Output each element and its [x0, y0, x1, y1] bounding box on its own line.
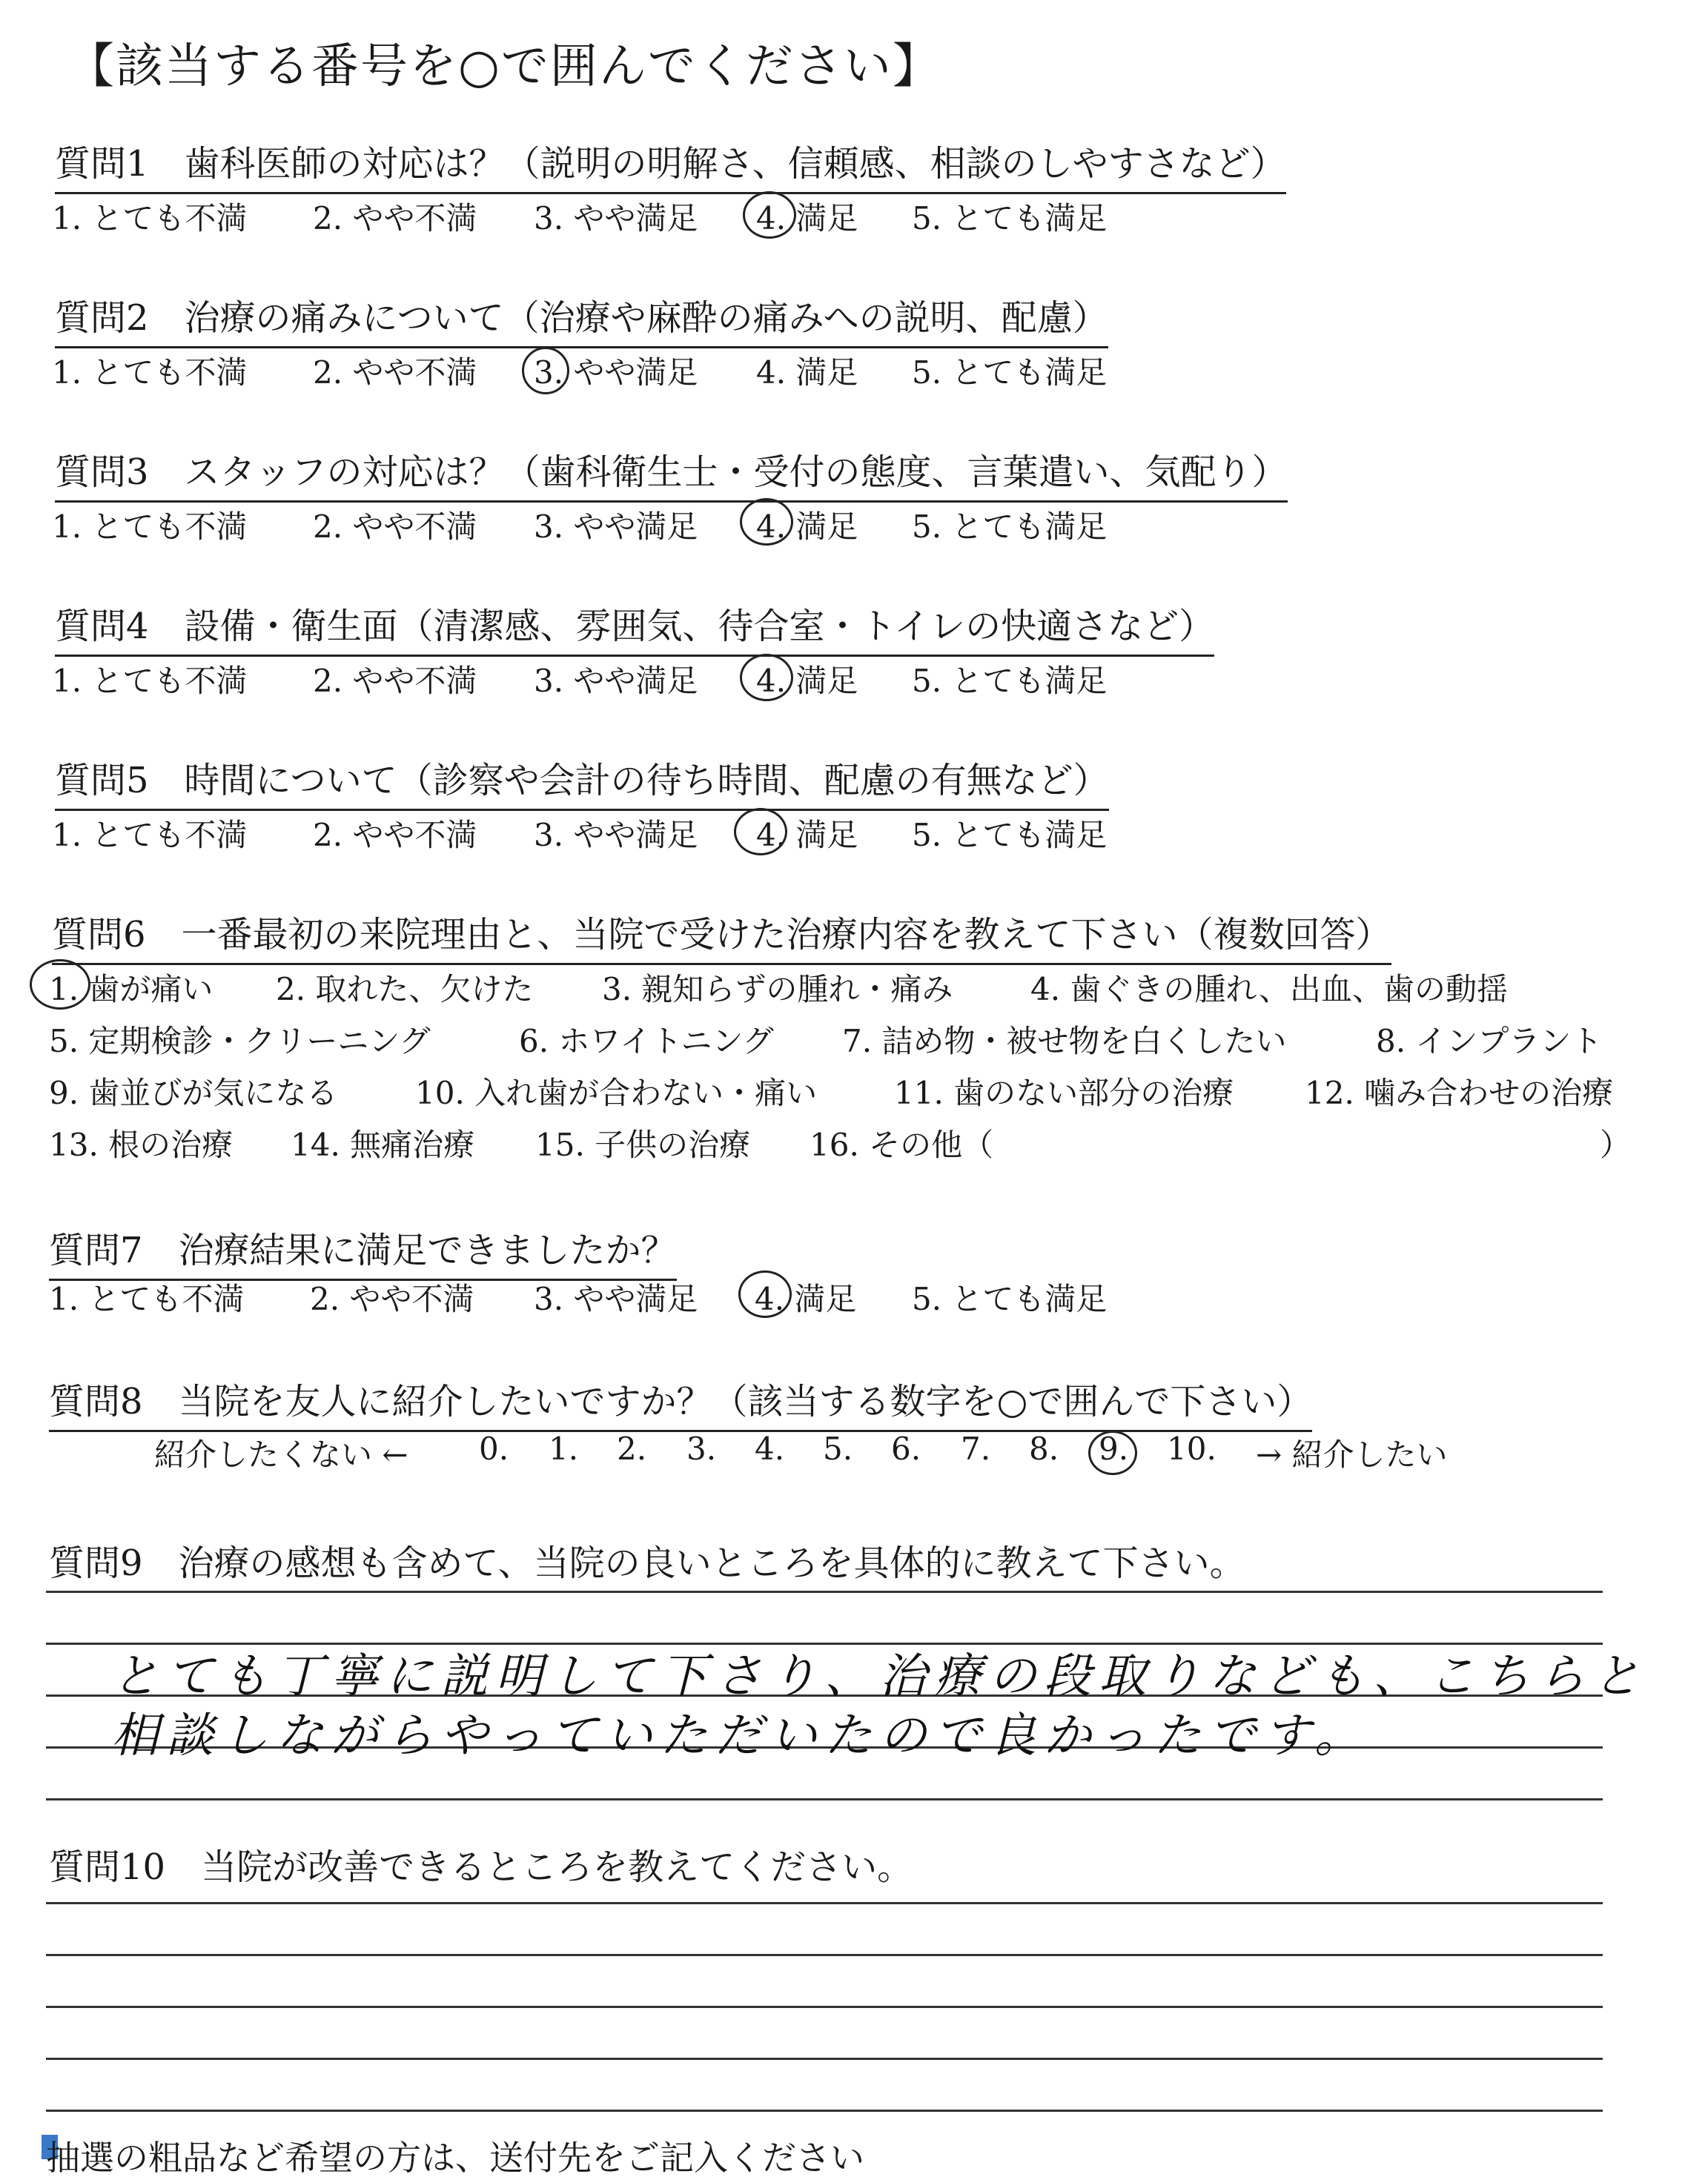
q1-option-3[interactable]: 3. やや満足 [534, 200, 698, 236]
q6-option-5[interactable]: 5. 定期検診・クリーニング [49, 1023, 431, 1059]
q8-option-0[interactable]: 0. [479, 1431, 509, 1467]
answer-line [46, 1798, 1603, 1800]
question-1-title: 質問1 歯科医師の対応は？（説明の明解さ、信頼感、相談のしやすさなど） [55, 135, 1286, 194]
question-6-title: 質問6 一番最初の来院理由と、当院で受けた治療内容を教えて下さい（複数回答） [52, 906, 1391, 965]
q1-option-4[interactable]: 4. 満足 [756, 200, 858, 236]
q5-option-3[interactable]: 3. やや満足 [534, 817, 698, 853]
q3-option-3[interactable]: 3. やや満足 [534, 508, 698, 545]
q8-option-1[interactable]: 1. [549, 1431, 579, 1467]
question-9-title: 質問9 治療の感想も含めて、当院の良いところを具体的に教えて下さい。 [49, 1543, 1245, 1584]
q6-option-16[interactable]: 16. その他（ [810, 1127, 994, 1163]
question-7-title: 質問7 治療結果に満足できましたか？ [49, 1222, 677, 1281]
q2-option-5[interactable]: 5. とても満足 [912, 354, 1108, 391]
q3-option-5[interactable]: 5. とても満足 [912, 508, 1108, 545]
q6-option-4[interactable]: 4. 歯ぐきの腫れ、出血、歯の動揺 [1030, 971, 1508, 1007]
q4-option-5[interactable]: 5. とても満足 [912, 663, 1108, 699]
q8-right-label: → 紹介したい [1256, 1437, 1448, 1473]
q5-option-2[interactable]: 2. やや不満 [313, 817, 477, 853]
q4-option-1[interactable]: 1. とても不満 [52, 663, 248, 699]
q1-selection-circle [743, 191, 796, 239]
q3-option-4[interactable]: 4. 満足 [756, 508, 858, 545]
answer-line [46, 1954, 1603, 1956]
q6-option-3[interactable]: 3. 親知らずの腫れ・痛み [602, 971, 953, 1007]
q8-left-label: 紹介したくない ← [154, 1437, 408, 1473]
q7-option-3[interactable]: 3. やや満足 [534, 1281, 698, 1317]
q7-option-5[interactable]: 5. とても満足 [912, 1281, 1108, 1317]
q4-option-2[interactable]: 2. やや不満 [313, 663, 477, 699]
question-10-title: 質問10 当院が改善できるところを教えてください。 [49, 1846, 913, 1888]
q9-handwritten-answer-line-2: 相談しながらやっていただいたので良かったです。 [111, 1709, 1369, 1763]
answer-line [46, 1902, 1603, 1904]
question-8-title: 質問8 当院を友人に紹介したいですか？（該当する数字を○で囲んで下さい） [49, 1373, 1312, 1432]
q3-selection-circle [740, 498, 793, 546]
q6-option-13[interactable]: 13. 根の治療 [49, 1127, 234, 1163]
q5-option-4[interactable]: 4. 満足 [756, 817, 858, 853]
q6-option-11[interactable]: 11. 歯のない部分の治療 [894, 1075, 1234, 1111]
q8-option-3[interactable]: 3. [686, 1431, 717, 1467]
q2-option-3[interactable]: 3. やや満足 [534, 354, 698, 391]
q7-option-1[interactable]: 1. とても不満 [49, 1281, 245, 1317]
q7-selection-circle [738, 1270, 792, 1318]
question-2-title: 質問2 治療の痛みについて（治療や麻酔の痛みへの説明、配慮） [55, 289, 1108, 348]
q5-option-5[interactable]: 5. とても満足 [912, 817, 1108, 853]
q8-option-10[interactable]: 10. [1167, 1431, 1217, 1467]
footer-cutoff-text: 抽選の粗品など希望の方は、送付先をご記入ください [46, 2138, 864, 2178]
q4-selection-circle [740, 654, 793, 701]
q6-option-1[interactable]: 1. 歯が痛い [49, 971, 214, 1007]
q6-option-10[interactable]: 10. 入れ歯が合わない・痛い [415, 1075, 818, 1111]
q8-option-4[interactable]: 4. [755, 1431, 785, 1467]
q6-option-8[interactable]: 8. インプラント [1376, 1023, 1603, 1059]
q6-option-7[interactable]: 7. 詰め物・被せ物を白くしたい [842, 1023, 1287, 1059]
q8-option-2[interactable]: 2. [617, 1431, 647, 1467]
question-5-title: 質問5 時間について（診察や会計の待ち時間、配慮の有無など） [55, 752, 1109, 811]
answer-line [46, 1591, 1603, 1593]
q6-option-12[interactable]: 12. 噛み合わせの治療 [1305, 1075, 1614, 1111]
q8-option-5[interactable]: 5. [823, 1431, 853, 1467]
q1-option-5[interactable]: 5. とても満足 [912, 200, 1108, 236]
q8-option-8[interactable]: 8. [1029, 1431, 1059, 1467]
q5-selection-circle [734, 808, 787, 855]
q7-option-4[interactable]: 4. 満足 [755, 1281, 857, 1317]
q6-option-14[interactable]: 14. 無痛治療 [291, 1127, 475, 1163]
q7-option-2[interactable]: 2. やや不満 [310, 1281, 474, 1317]
q6-option-9[interactable]: 9. 歯並びが気になる [49, 1075, 338, 1111]
q2-option-2[interactable]: 2. やや不満 [313, 354, 477, 391]
q2-selection-circle [522, 347, 569, 394]
page-title: 【該当する番号を○で囲んでください】 [67, 39, 941, 94]
q5-option-1[interactable]: 1. とても不満 [52, 817, 248, 853]
q6-selection-circle [30, 959, 90, 1010]
q6-option-6[interactable]: 6. ホワイトニング [519, 1023, 774, 1059]
q8-option-6[interactable]: 6. [891, 1431, 921, 1467]
q8-option-7[interactable]: 7. [961, 1431, 991, 1467]
question-4-title: 質問4 設備・衛生面（清潔感、雰囲気、待合室・トイレの快適さなど） [55, 597, 1214, 657]
q8-selection-circle [1088, 1431, 1137, 1475]
question-3-title: 質問3 スタッフの対応は？（歯科衛生士・受付の態度、言葉遣い、気配り） [55, 443, 1288, 503]
q1-option-1[interactable]: 1. とても不満 [52, 200, 248, 236]
q3-option-1[interactable]: 1. とても不満 [52, 508, 248, 545]
q2-option-1[interactable]: 1. とても不満 [52, 354, 248, 391]
q4-option-4[interactable]: 4. 満足 [756, 663, 858, 699]
answer-line [46, 2110, 1603, 2112]
answer-line [46, 2058, 1603, 2060]
q9-handwritten-answer-line-1: とても丁寧に説明して下さり、治療の段取りなども、こちらと [111, 1649, 1647, 1704]
q6-other-close-paren: ） [1600, 1127, 1632, 1163]
q6-option-2[interactable]: 2. 取れた、欠けた [276, 971, 534, 1007]
q8-option-9[interactable]: 9. [1099, 1431, 1129, 1467]
q2-option-4[interactable]: 4. 満足 [756, 354, 858, 391]
q6-option-15[interactable]: 15. 子供の治療 [535, 1127, 751, 1163]
q3-option-2[interactable]: 2. やや不満 [313, 508, 477, 545]
q4-option-3[interactable]: 3. やや満足 [534, 663, 698, 699]
q1-option-2[interactable]: 2. やや不満 [313, 200, 477, 236]
answer-line [46, 2006, 1603, 2008]
